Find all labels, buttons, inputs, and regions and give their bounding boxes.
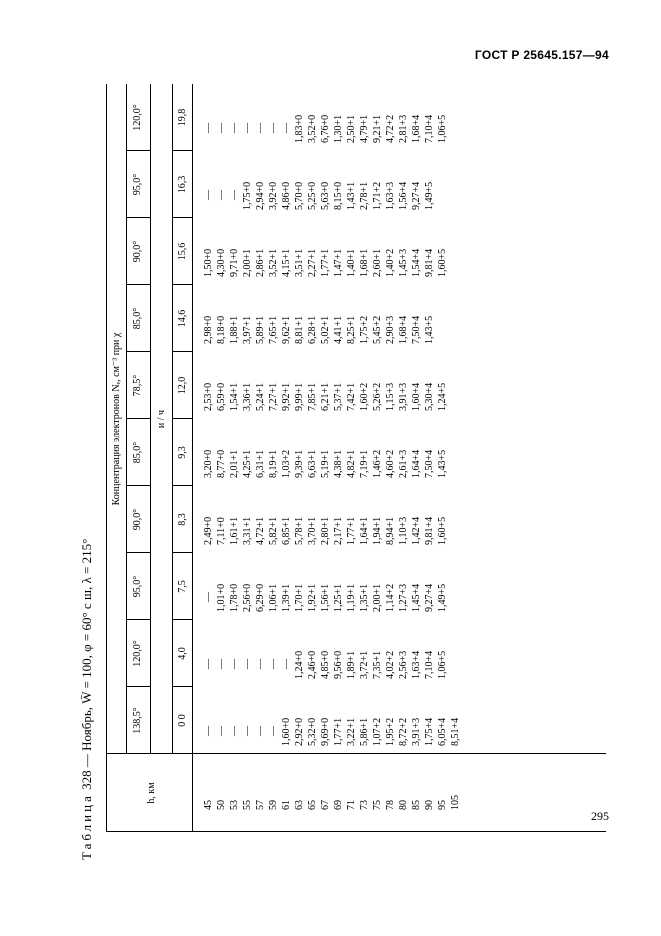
value-cell: 5,45+2 bbox=[372, 315, 383, 344]
value-cell: 1,95+2 bbox=[385, 717, 396, 746]
value-cell bbox=[436, 153, 449, 210]
height-cell: 69 bbox=[333, 800, 344, 810]
value-cell: 5,26+2 bbox=[372, 382, 383, 411]
chi-header: 85,0° bbox=[132, 307, 143, 330]
value-cell: 6,63+1 bbox=[307, 449, 318, 478]
value-cell: 1,42+4 bbox=[411, 516, 422, 545]
value-cell: 1,64+4 bbox=[411, 449, 422, 478]
value-cell: 2,00+1 bbox=[242, 248, 253, 277]
value-cell: 1,56+4 bbox=[398, 181, 409, 210]
value-cell: 7,42+1 bbox=[346, 382, 357, 411]
value-cell: 3,91+3 bbox=[411, 717, 422, 746]
value-cell: — bbox=[216, 190, 227, 200]
value-cell: 9,27+4 bbox=[424, 583, 435, 612]
value-cell: 3,70+1 bbox=[307, 516, 318, 545]
value-cell: 1,10+3 bbox=[398, 516, 409, 545]
value-cell: 6,76+0 bbox=[320, 114, 331, 143]
value-cell bbox=[449, 555, 462, 612]
value-cell: 7,27+1 bbox=[268, 382, 279, 411]
value-column bbox=[202, 555, 462, 612]
value-cell: 1,68+1 bbox=[359, 248, 370, 277]
value-cell: 2,86+1 bbox=[255, 248, 266, 277]
value-cell: 7,50+4 bbox=[411, 315, 422, 344]
value-cell: 5,02+1 bbox=[320, 315, 331, 344]
value-cell: 4,79+1 bbox=[359, 114, 370, 143]
value-cell: 2,61+3 bbox=[398, 449, 409, 478]
chi-header: 85,0° bbox=[132, 441, 143, 464]
value-cell bbox=[436, 287, 449, 344]
value-cell: 4,30+0 bbox=[216, 248, 227, 277]
value-cell: — bbox=[203, 190, 214, 200]
chi-header: 95,0° bbox=[132, 575, 143, 598]
value-cell: — bbox=[255, 726, 266, 736]
time-header: 7,5 bbox=[177, 580, 188, 593]
value-cell: 1,15+3 bbox=[385, 382, 396, 411]
value-cell: 1,19+1 bbox=[346, 583, 357, 612]
value-cell: 2,46+0 bbox=[307, 650, 318, 679]
table-label: Таблица bbox=[79, 793, 94, 860]
value-column bbox=[202, 220, 462, 277]
value-cell bbox=[449, 488, 462, 545]
value-cell: 5,24+1 bbox=[255, 382, 266, 411]
value-cell: 4,72+1 bbox=[255, 516, 266, 545]
height-cell: 55 bbox=[242, 800, 253, 810]
height-cell: 95 bbox=[437, 800, 448, 810]
table-top-rule bbox=[106, 84, 107, 832]
value-cell: 1,63+3 bbox=[385, 181, 396, 210]
value-cell: — bbox=[242, 123, 253, 133]
value-cell: — bbox=[203, 659, 214, 669]
value-cell: 3,72+1 bbox=[359, 650, 370, 679]
value-cell: 1,77+1 bbox=[346, 516, 357, 545]
value-cell: 1,06+1 bbox=[268, 583, 279, 612]
value-cell: 1,24+5 bbox=[437, 382, 448, 411]
value-cell: 2,27+1 bbox=[307, 248, 318, 277]
value-cell: 1,71+2 bbox=[372, 181, 383, 210]
time-header: 15,6 bbox=[177, 242, 188, 261]
value-cell bbox=[449, 421, 462, 478]
value-cell: 6,21+1 bbox=[320, 382, 331, 411]
time-header: 12,0 bbox=[177, 376, 188, 395]
table-title: — Ноябрь, W̄ = 100, φ = 60° с ш, λ = 215° bbox=[79, 538, 94, 768]
value-cell: 4,85+0 bbox=[320, 650, 331, 679]
value-cell bbox=[449, 86, 462, 143]
value-cell: — bbox=[255, 123, 266, 133]
value-cell: 5,78+1 bbox=[294, 516, 305, 545]
height-cell: 71 bbox=[346, 800, 357, 810]
value-cell: 5,70+0 bbox=[294, 181, 305, 210]
value-cell: 7,19+1 bbox=[359, 449, 370, 478]
value-cell: 3,20+0 bbox=[203, 449, 214, 478]
value-cell: 8,72+2 bbox=[398, 717, 409, 746]
value-cell: 1,45+3 bbox=[398, 248, 409, 277]
value-cell: 8,15+0 bbox=[333, 181, 344, 210]
value-cell: 8,18+0 bbox=[216, 315, 227, 344]
value-cell: — bbox=[203, 592, 214, 602]
concentration-header: Концентрация электронов Nₑ, см⁻³ при χ bbox=[111, 332, 122, 506]
value-cell: 2,81+3 bbox=[398, 114, 409, 143]
value-cell: 8,51+4 bbox=[450, 717, 461, 746]
value-cell: 1,24+0 bbox=[294, 650, 305, 679]
value-cell: 1,06+5 bbox=[437, 114, 448, 143]
value-cell bbox=[449, 287, 462, 344]
value-cell: 4,60+2 bbox=[385, 449, 396, 478]
value-cell: 1,75+4 bbox=[424, 717, 435, 746]
time-header: 16,3 bbox=[177, 175, 188, 194]
height-cell: 59 bbox=[268, 800, 279, 810]
value-cell: 3,22+1 bbox=[346, 717, 357, 746]
value-cell: 2,17+1 bbox=[333, 516, 344, 545]
time-header: 8,3 bbox=[177, 513, 188, 526]
value-cell: 5,32+0 bbox=[307, 717, 318, 746]
value-cell: 2,78+1 bbox=[359, 181, 370, 210]
value-cell: 2,49+0 bbox=[203, 516, 214, 545]
value-cell: — bbox=[216, 123, 227, 133]
height-cell: 63 bbox=[294, 800, 305, 810]
value-cell: 9,81+4 bbox=[424, 516, 435, 545]
value-cell: 3,92+0 bbox=[268, 181, 279, 210]
value-column bbox=[202, 86, 462, 143]
value-cell: 2,50+1 bbox=[346, 114, 357, 143]
value-cell: — bbox=[229, 726, 240, 736]
value-cell: 2,56+0 bbox=[242, 583, 253, 612]
chi-header: 78,5° bbox=[132, 374, 143, 397]
value-cell: 1,54+4 bbox=[411, 248, 422, 277]
value-cell: 3,52+1 bbox=[268, 248, 279, 277]
value-cell: 1,14+2 bbox=[385, 583, 396, 612]
value-cell: 8,81+1 bbox=[294, 315, 305, 344]
value-cell: 1,49+5 bbox=[437, 583, 448, 612]
table-caption bbox=[78, 539, 96, 860]
value-cell: 1,07+2 bbox=[372, 717, 383, 746]
value-column bbox=[202, 622, 462, 679]
value-column bbox=[202, 421, 462, 478]
value-cell: 9,71+0 bbox=[229, 248, 240, 277]
height-cell: 105 bbox=[450, 795, 461, 810]
value-cell: 9,27+4 bbox=[411, 181, 422, 210]
value-cell: 1,61+1 bbox=[229, 516, 240, 545]
value-cell: 5,89+1 bbox=[255, 315, 266, 344]
value-cell: 2,56+3 bbox=[398, 650, 409, 679]
value-cell: 1,27+3 bbox=[398, 583, 409, 612]
height-cell: 45 bbox=[203, 800, 214, 810]
value-cell: 2,01+1 bbox=[229, 449, 240, 478]
table-rule bbox=[172, 84, 173, 754]
value-cell: 3,97+1 bbox=[242, 315, 253, 344]
value-cell: 7,85+1 bbox=[307, 382, 318, 411]
value-cell: 1,83+0 bbox=[294, 114, 305, 143]
value-column bbox=[202, 354, 462, 411]
height-cell: 65 bbox=[307, 800, 318, 810]
value-column bbox=[202, 488, 462, 545]
value-cell: — bbox=[242, 659, 253, 669]
value-cell: 4,41+1 bbox=[333, 315, 344, 344]
value-cell: 5,30+4 bbox=[424, 382, 435, 411]
value-cell: 8,19+1 bbox=[268, 449, 279, 478]
value-cell: 1,92+1 bbox=[307, 583, 318, 612]
table-rule bbox=[150, 84, 151, 754]
value-cell: 6,59+0 bbox=[216, 382, 227, 411]
time-header: 14,6 bbox=[177, 309, 188, 328]
data-table bbox=[106, 84, 606, 832]
value-cell: 2,92+0 bbox=[294, 717, 305, 746]
value-cell: — bbox=[255, 659, 266, 669]
value-cell: 7,35+1 bbox=[372, 650, 383, 679]
value-cell: 1,60+2 bbox=[359, 382, 370, 411]
value-cell: 6,28+1 bbox=[307, 315, 318, 344]
value-cell: 9,99+1 bbox=[294, 382, 305, 411]
value-cell: 1,75+0 bbox=[242, 181, 253, 210]
value-cell: 5,63+0 bbox=[320, 181, 331, 210]
value-cell: 3,36+1 bbox=[242, 382, 253, 411]
value-cell: — bbox=[216, 726, 227, 736]
height-cell: 57 bbox=[255, 800, 266, 810]
value-cell: 4,72+2 bbox=[385, 114, 396, 143]
value-cell: 4,86+0 bbox=[281, 181, 292, 210]
value-cell bbox=[449, 153, 462, 210]
value-cell: 4,82+1 bbox=[346, 449, 357, 478]
value-cell: 5,19+1 bbox=[320, 449, 331, 478]
table-header-rule bbox=[192, 84, 193, 832]
chi-header: 138,5° bbox=[132, 707, 143, 734]
value-cell: — bbox=[242, 726, 253, 736]
value-cell bbox=[449, 354, 462, 411]
value-cell: 1,70+1 bbox=[294, 583, 305, 612]
value-cell: 4,15+1 bbox=[281, 248, 292, 277]
value-cell: 5,86+1 bbox=[359, 717, 370, 746]
height-cell: 50 bbox=[216, 800, 227, 810]
value-cell: 1,46+2 bbox=[372, 449, 383, 478]
value-cell: 1,40+1 bbox=[346, 248, 357, 277]
height-cell: 75 bbox=[372, 800, 383, 810]
value-cell: 1,45+4 bbox=[411, 583, 422, 612]
value-cell: 1,60+5 bbox=[437, 516, 448, 545]
value-cell: 1,03+2 bbox=[281, 449, 292, 478]
value-column bbox=[202, 689, 462, 746]
value-cell: 4,25+1 bbox=[242, 449, 253, 478]
value-cell: 8,94+1 bbox=[385, 516, 396, 545]
time-header: 19,8 bbox=[177, 108, 188, 127]
value-cell: 6,31+1 bbox=[255, 449, 266, 478]
value-cell: 1,39+1 bbox=[281, 583, 292, 612]
height-cell: 78 bbox=[385, 800, 396, 810]
value-cell: 1,88+1 bbox=[229, 315, 240, 344]
value-cell: 1,60+4 bbox=[411, 382, 422, 411]
value-cell: 1,68+4 bbox=[411, 114, 422, 143]
value-cell: 9,21+1 bbox=[372, 114, 383, 143]
value-cell: 1,56+1 bbox=[320, 583, 331, 612]
value-cell: 1,77+1 bbox=[320, 248, 331, 277]
value-cell: 9,56+0 bbox=[333, 650, 344, 679]
value-cell: 1,43+5 bbox=[437, 449, 448, 478]
value-cell bbox=[449, 220, 462, 277]
value-cell: 2,00+1 bbox=[372, 583, 383, 612]
value-cell: — bbox=[203, 726, 214, 736]
height-column bbox=[202, 780, 462, 810]
value-cell: 1,60+5 bbox=[437, 248, 448, 277]
value-cell: 1,25+1 bbox=[333, 583, 344, 612]
value-cell: 1,78+0 bbox=[229, 583, 240, 612]
height-cell: 73 bbox=[359, 800, 370, 810]
chi-header: 90,0° bbox=[132, 240, 143, 263]
value-cell: 7,50+4 bbox=[424, 449, 435, 478]
value-cell: 1,75+2 bbox=[359, 315, 370, 344]
value-cell: 7,11+0 bbox=[216, 517, 227, 545]
value-cell: — bbox=[281, 123, 292, 133]
chi-header: 120,0° bbox=[132, 104, 143, 131]
value-cell: 2,60+1 bbox=[372, 248, 383, 277]
value-cell: 8,25+1 bbox=[346, 315, 357, 344]
table-rule bbox=[126, 84, 127, 754]
value-cell: 1,77+1 bbox=[333, 717, 344, 746]
chi-header: 90,0° bbox=[132, 508, 143, 531]
time-header: 4,0 bbox=[177, 647, 188, 660]
time-header: 9,3 bbox=[177, 446, 188, 459]
value-cell: 7,65+1 bbox=[268, 315, 279, 344]
value-cell: 5,25+0 bbox=[307, 181, 318, 210]
value-cell: 1,89+1 bbox=[346, 650, 357, 679]
page-number: 295 bbox=[591, 809, 609, 823]
value-cell: 1,01+0 bbox=[216, 583, 227, 612]
value-cell: 7,10+4 bbox=[424, 650, 435, 679]
value-cell: 8,77+0 bbox=[216, 449, 227, 478]
value-cell: 1,47+1 bbox=[333, 248, 344, 277]
value-cell: — bbox=[203, 123, 214, 133]
value-cell: 9,81+4 bbox=[424, 248, 435, 277]
value-cell: 1,43+5 bbox=[424, 315, 435, 344]
time-header: 0 0 bbox=[177, 714, 188, 727]
value-cell: 1,54+1 bbox=[229, 382, 240, 411]
value-cell: 1,68+4 bbox=[398, 315, 409, 344]
height-cell: 53 bbox=[229, 800, 240, 810]
height-cell: 85 bbox=[411, 800, 422, 810]
value-cell: 3,91+3 bbox=[398, 382, 409, 411]
value-cell: — bbox=[268, 726, 279, 736]
value-cell: 1,49+5 bbox=[424, 181, 435, 210]
value-cell: — bbox=[268, 659, 279, 669]
value-cell: 5,82+1 bbox=[268, 516, 279, 545]
value-cell: 6,29+0 bbox=[255, 583, 266, 612]
value-cell: — bbox=[229, 190, 240, 200]
value-column bbox=[202, 153, 462, 210]
value-cell: 1,50+0 bbox=[203, 248, 214, 277]
value-cell: 1,60+0 bbox=[281, 717, 292, 746]
value-cell: 6,05+4 bbox=[437, 717, 448, 746]
value-cell: 7,10+4 bbox=[424, 114, 435, 143]
value-cell: 1,30+1 bbox=[333, 114, 344, 143]
standard-header: ГОСТ Р 25645.157—94 bbox=[474, 48, 609, 62]
value-cell: 9,39+1 bbox=[294, 449, 305, 478]
table-number: 328 bbox=[79, 770, 94, 790]
value-cell: 4,38+1 bbox=[333, 449, 344, 478]
value-cell: 1,63+4 bbox=[411, 650, 422, 679]
rotated-table-block bbox=[78, 80, 638, 860]
value-cell: 9,92+1 bbox=[281, 382, 292, 411]
height-cell: 61 bbox=[281, 800, 292, 810]
value-cell: — bbox=[229, 659, 240, 669]
value-cell: — bbox=[216, 659, 227, 669]
value-cell: 5,37+1 bbox=[333, 382, 344, 411]
value-cell: 1,35+1 bbox=[359, 583, 370, 612]
value-cell: — bbox=[229, 123, 240, 133]
value-cell: 2,98+0 bbox=[203, 315, 214, 344]
height-header: h, км bbox=[146, 782, 157, 804]
value-cell: 6,85+1 bbox=[281, 516, 292, 545]
value-cell: 2,90+3 bbox=[385, 315, 396, 344]
value-cell: 9,62+1 bbox=[281, 315, 292, 344]
height-cell: 90 bbox=[424, 800, 435, 810]
table-left-rule bbox=[106, 831, 606, 832]
chi-header: 95,0° bbox=[132, 173, 143, 196]
value-cell: 3,52+0 bbox=[307, 114, 318, 143]
value-cell: 4,02+2 bbox=[385, 650, 396, 679]
value-cell: 2,80+1 bbox=[320, 516, 331, 545]
value-cell: 3,51+1 bbox=[294, 248, 305, 277]
value-cell bbox=[449, 622, 462, 679]
value-cell: 1,64+1 bbox=[359, 516, 370, 545]
local-time-header: и / ч bbox=[156, 409, 167, 429]
value-cell: 9,69+0 bbox=[320, 717, 331, 746]
chi-header: 120,0° bbox=[132, 640, 143, 667]
value-cell: 2,94+0 bbox=[255, 181, 266, 210]
value-cell: 1,06+5 bbox=[437, 650, 448, 679]
value-cell: — bbox=[281, 659, 292, 669]
value-cell: 3,31+1 bbox=[242, 516, 253, 545]
height-cell: 67 bbox=[320, 800, 331, 810]
value-cell: 1,40+2 bbox=[385, 248, 396, 277]
value-column bbox=[202, 287, 462, 344]
value-cell: — bbox=[268, 123, 279, 133]
value-cell: 2,53+0 bbox=[203, 382, 214, 411]
value-cell: 1,43+1 bbox=[346, 181, 357, 210]
height-cell: 80 bbox=[398, 800, 409, 810]
value-cell: 1,94+1 bbox=[372, 516, 383, 545]
